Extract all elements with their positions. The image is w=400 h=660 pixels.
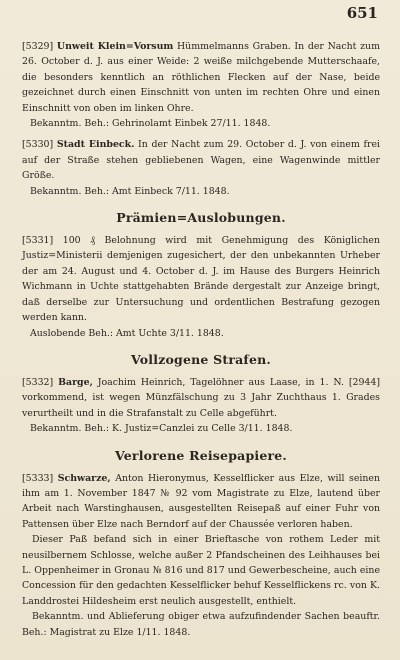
entry-name: Barge, [58, 376, 93, 388]
entry-number: [5329] [22, 41, 54, 52]
entry-signature: Auslobende Beh.: Amt Uchte 3/11. 1848. [30, 327, 224, 339]
entry-location: Stadt Einbeck. [56, 139, 135, 151]
entry-number: [5333] [22, 472, 54, 484]
entry-5331 [22, 233, 380, 341]
entry-text: 100 ₰ Belohnung wird mit Genehmigung des Königlichen Justiz=Ministerii demjenigen zugesichert, der den unbekannten Urheber der am 24. August und 4. October d. J. im Hause des Burgers Heinrich Wichmann in Uchte stattgehabten Brände dergestalt zur Anzeige bringt, daß derselbe zur Untersuchung und ordentlichen Bestrafung gezogen werden kann. [22, 235, 380, 324]
entry-text-continued: Dieser Paß befand sich in einer Brieftasche von rothem Leder mit neusilbernem Schlosse, welche außer 2 Pfandscheinen des Leihhauses bei L. Oppenheimer in Gronau № 816 und 817 und Gewerbescheine, auch eine Concession für den gedachten Kesselflicker behuf Kesselflickens rc. von K. Landdrostei Hildesheim erst neulich ausgestellt, enthielt. [22, 534, 380, 607]
page-content [22, 39, 380, 640]
entry-text: Hümmelmanns Graben. In der Nacht zum 26. October d. J. aus einer Weide: 2 weiße milchgebende Mutterschaafe, die besonders kenntlich an röthlichen Flecken auf der Nase, beide gezeichnet durch einen Einschnitt von unten im rechten Ohre und einen Einschnitt von oben im linken Ohre. [22, 41, 380, 114]
entry-5332 [22, 375, 380, 437]
entry-text: Anton Hieronymus, Kesselflicker aus Elze, will seinen ihm am 1. November 1847 № 92 vom Magistrate zu Elze, lautend über Arbeit nach Warstinghausen, ausgestellten Reisepaß auf einer Fuhr von Pattensen über Elze nach Berndorf auf der Chaussée verloren haben. [22, 472, 381, 530]
entry-location: Unweit Klein=Vorsum [56, 41, 174, 52]
entry-5333 [22, 471, 380, 640]
entry-5330 [22, 137, 380, 199]
entry-signature: Bekanntm. und Ablieferung obiger etwa aufzufindender Sachen beauftr. Beh.: Magistrat zu Elze 1/11. 1848. [22, 611, 380, 638]
entry-number: [5332] [22, 376, 54, 388]
entry-signature: Bekanntm. Beh.: Gehrinolamt Einbek 27/11. 1848. [30, 118, 271, 130]
entry-5329 [22, 39, 380, 131]
section-heading: Verlorene Reisepapiere. [115, 447, 287, 463]
page-number: 651 [346, 4, 378, 22]
entry-text: Joachim Heinrich, Tagelöhner aus Laase, in 1. N. [2944] vorkommend, ist wegen Münzfälschung zu 3 Jahr Zuchthaus 1. Grades verurtheilt und in die Strafanstalt zu Celle abgeführt. [22, 376, 381, 419]
section-heading: Vollzogene Strafen. [131, 351, 271, 367]
entry-signature: Bekanntm. Beh.: K. Justiz=Canzlei zu Celle 3/11. 1848. [30, 423, 293, 435]
section-heading: Prämien=Auslobungen. [116, 210, 286, 226]
entry-signature: Bekanntm. Beh.: Amt Einbeck 7/11. 1848. [30, 185, 230, 197]
entry-text: In der Nacht zum 29. October d. J. von einem frei auf der Straße stehen gebliebenen Wagen, eine Wagenwinde mittler Größe. [22, 139, 380, 182]
entry-name: Schwarze, [57, 472, 111, 484]
entry-number: [5330] [22, 139, 54, 151]
entry-number: [5331] [22, 235, 54, 247]
